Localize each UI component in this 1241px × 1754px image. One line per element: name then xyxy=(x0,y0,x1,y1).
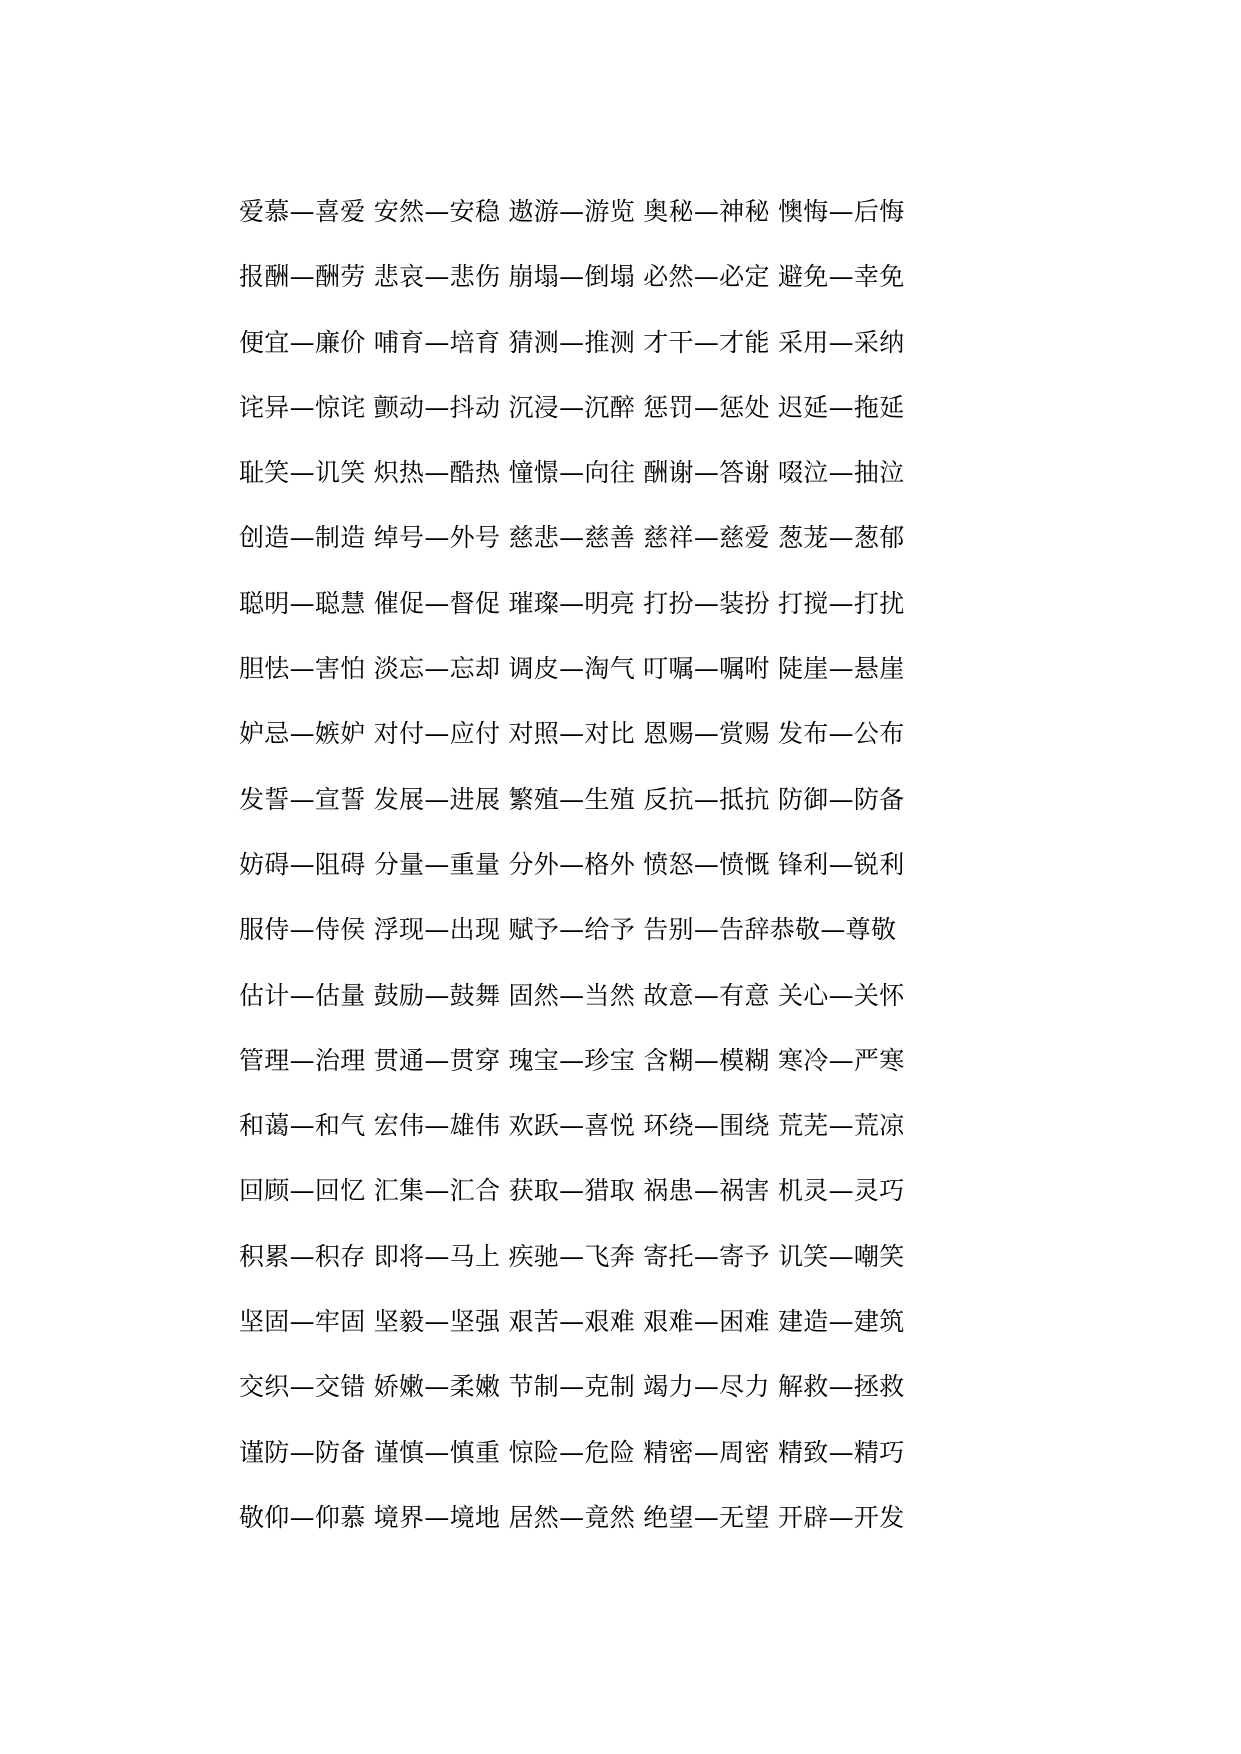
synonym-row-15: 和蔼—和气 宏伟—雄伟 欢跃—喜悦 环绕—围绕 荒芜—荒凉 xyxy=(239,1111,905,1141)
synonym-row-9: 妒忌—嫉妒 对付—应付 对照—对比 恩赐—赏赐 发布—公布 xyxy=(239,719,905,749)
synonym-word-list xyxy=(239,196,999,1567)
synonym-row-19: 交织—交错 娇嫩—柔嫩 节制—克制 竭力—尽力 解救—拯救 xyxy=(239,1372,905,1402)
synonym-row-12: 服侍—侍侯 浮现—出现 赋予—给予 告别—告辞恭敬—尊敬 xyxy=(239,915,897,945)
synonym-row-7: 聪明—聪慧 催促—督促 璀璨—明亮 打扮—装扮 打搅—打扰 xyxy=(239,588,905,618)
synonym-row-6: 创造—制造 绰号—外号 慈悲—慈善 慈祥—慈爱 葱茏—葱郁 xyxy=(239,523,905,553)
synonym-row-4: 诧异—惊诧 颤动—抖动 沉浸—沉醉 惩罚—惩处 迟延—拖延 xyxy=(239,392,905,422)
synonym-row-17: 积累—积存 即将—马上 疾驰—飞奔 寄托—寄予 讥笑—嘲笑 xyxy=(239,1241,905,1271)
synonym-row-3: 便宜—廉价 哺育—培育 猜测—推测 才干—才能 采用—采纳 xyxy=(239,327,905,357)
synonym-row-2: 报酬—酬劳 悲哀—悲伤 崩塌—倒塌 必然—必定 避免—幸免 xyxy=(239,262,905,292)
synonym-row-8: 胆怯—害怕 淡忘—忘却 调皮—淘气 叮嘱—嘱咐 陡崖—悬崖 xyxy=(239,654,905,684)
synonym-row-1: 爱慕—喜爱 安然—安稳 遨游—游览 奥秘—神秘 懊悔—后悔 xyxy=(239,197,905,226)
synonym-row-20: 谨防—防备 谨慎—慎重 惊险—危险 精密—周密 精致—精巧 xyxy=(239,1437,905,1467)
synonym-row-5: 耻笑—讥笑 炽热—酷热 憧憬—向往 酬谢—答谢 啜泣—抽泣 xyxy=(239,458,905,488)
synonym-row-18: 坚固—牢固 坚毅—坚强 艰苦—艰难 艰难—困难 建造—建筑 xyxy=(239,1307,905,1337)
synonym-row-10: 发誓—宣誓 发展—进展 繁殖—生殖 反抗—抵抗 防御—防备 xyxy=(239,784,905,814)
synonym-row-16: 回顾—回忆 汇集—汇合 获取—猎取 祸患—祸害 机灵—灵巧 xyxy=(239,1176,905,1206)
synonym-row-11: 妨碍—阻碍 分量—重量 分外—格外 愤怒—愤慨 锋利—锐利 xyxy=(239,849,905,879)
synonym-row-13: 估计—估量 鼓励—鼓舞 固然—当然 故意—有意 关心—关怀 xyxy=(239,980,905,1010)
synonym-row-14: 管理—治理 贯通—贯穿 瑰宝—珍宝 含糊—模糊 寒冷—严寒 xyxy=(239,1045,905,1075)
synonym-row-21: 敬仰—仰慕 境界—境地 居然—竟然 绝望—无望 开辟—开发 xyxy=(239,1502,905,1532)
